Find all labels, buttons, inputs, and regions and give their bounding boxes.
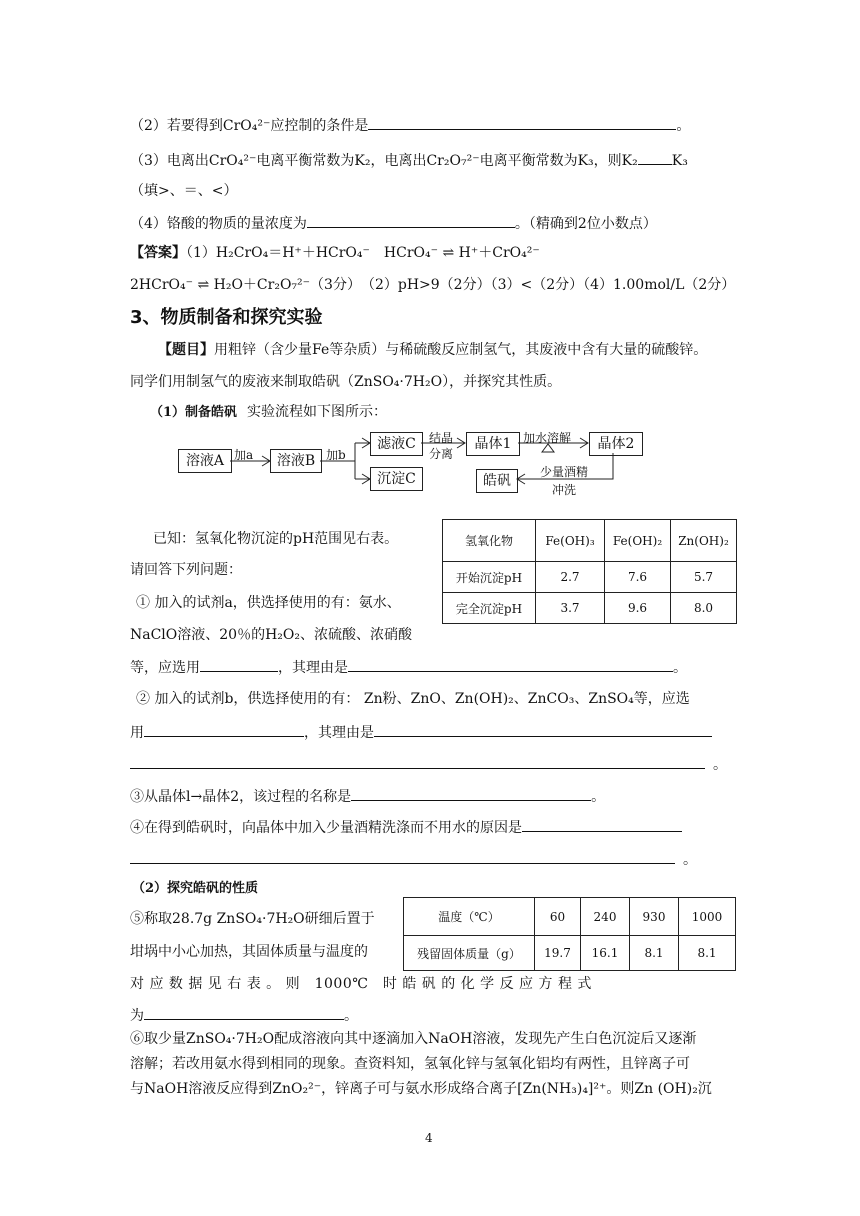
table-header-cell: 1000	[679, 898, 736, 936]
question-3-k3: K₃	[671, 153, 688, 169]
answer-blank[interactable]	[130, 754, 705, 769]
answer-text-1: （1）H₂CrO₄＝H⁺＋HCrO₄⁻ HCrO₄⁻ ⇌ H⁺＋CrO₄²⁻	[186, 245, 540, 261]
flow-box-solution-b: 溶液B	[270, 449, 322, 473]
topic-label: 【题目】	[158, 342, 214, 358]
subquestion-5-line-2: 坩埚中小心加热，其固体质量与温度的	[130, 944, 368, 960]
table-row	[443, 593, 737, 624]
table-cell: 残留固体质量（g）	[404, 936, 535, 971]
question-4-text: （4）铬酸的物质的量浓度为	[130, 216, 307, 232]
answer-prompt: 请回答下列问题：	[130, 562, 242, 578]
topic-text-1: 用粗锌（含少量Fe等杂质）与稀硫酸反应制氢气，其废液中含有大量的硫酸锌。	[214, 342, 708, 358]
table-cell: 3.7	[536, 593, 605, 624]
part-1-title: （1）制备皓矾	[150, 405, 238, 420]
answer-blank[interactable]	[144, 722, 304, 737]
answer-blank[interactable]	[200, 657, 278, 672]
table-cell: 8.0	[671, 593, 737, 624]
subquestion-1-line-3	[130, 657, 687, 677]
flow-label-add-b: 加b	[326, 448, 346, 462]
table-cell: 7.6	[605, 562, 671, 593]
flow-box-precipitate-c: 沉淀C	[370, 467, 423, 491]
table-row	[443, 562, 737, 593]
answer-blank[interactable]	[130, 849, 675, 864]
period: 。	[591, 789, 606, 805]
period: 。	[713, 757, 727, 773]
flow-box-product: 皓矾	[476, 469, 518, 493]
answer-blank[interactable]	[351, 786, 591, 801]
table-cell: 5.7	[671, 562, 737, 593]
flow-label-add-a: 加a	[234, 448, 254, 462]
subquestion-6-line-2: 溶解；若改用氨水得到相同的现象。查资料知，氢氧化锌与氢氧化铝均有两性，且锌离子可	[130, 1056, 690, 1072]
page-number: 4	[425, 1131, 433, 1145]
table-cell: 8.1	[679, 936, 736, 971]
answer-blank[interactable]	[522, 817, 682, 832]
question-3-text: （3）电离出CrO₄²⁻电离平衡常数为K₂，电离出Cr₂O₇²⁻电离平衡常数为K₃，则K₂	[130, 153, 638, 169]
subquestion-1-choose: 等，应选用	[130, 660, 200, 676]
part-2-title: （2）探究皓矾的性质	[132, 881, 259, 896]
subquestion-1-reason: ，其理由是	[278, 660, 348, 676]
table-cell: 16.1	[581, 936, 630, 971]
period: 。	[673, 660, 687, 676]
table-row	[404, 936, 736, 971]
answer-line-2: 2HCrO₄⁻ ⇌ H₂O＋Cr₂O₇²⁻（3分） （2）pH>9（2分）（3）<（2分）（4）1.00mol/L（2分）	[130, 277, 736, 293]
subquestion-5-line-3: 对 应 数 据 见 右 表 。 则 1000℃ 时 皓 矾 的 化 学 反 应 方 程 式	[130, 976, 592, 992]
table-cell: 19.7	[535, 936, 581, 971]
table-header-cell: Zn(OH)₂	[671, 520, 737, 562]
answer-blank[interactable]	[348, 657, 673, 672]
question-2-text: （2）若要得到CrO₄²⁻应控制的条件是	[130, 118, 369, 134]
table-header-cell: 240	[581, 898, 630, 936]
period: 。	[683, 852, 697, 868]
table-cell: 开始沉淀pH	[443, 562, 536, 593]
question-3-hint: （填>、＝、<）	[130, 183, 238, 199]
subquestion-6-line-3: 与NaOH溶液反应得到ZnO₂²⁻，锌离子可与氨水形成络合离子[Zn(NH₃)₄]²⁺。则Zn (OH)₂沉	[130, 1081, 712, 1097]
subquestion-5-line-4	[130, 1005, 358, 1025]
period: 。	[344, 1008, 358, 1024]
flow-label-separate: 分离	[429, 447, 454, 461]
subquestion-4-line-2	[130, 849, 697, 869]
answer-blank[interactable]	[374, 722, 712, 737]
ph-range-table	[442, 519, 737, 624]
subquestion-2-line-3	[130, 754, 727, 774]
table-header-cell: Fe(OH)₃	[536, 520, 605, 562]
flow-label-crystallize: 结晶	[429, 431, 454, 445]
table-row	[404, 898, 736, 936]
subquestion-1-line-1: ① 加入的试剂a，供选择使用的有：氨水、	[136, 595, 401, 611]
flow-label-rinse: 冲洗	[552, 483, 577, 497]
flow-box-crystal-2: 晶体2	[589, 432, 643, 456]
subquestion-2-line-2	[130, 722, 712, 742]
table-header-cell: 温度（℃）	[404, 898, 535, 936]
table-cell: 完全沉淀pH	[443, 593, 536, 624]
subquestion-4-text: ④在得到皓矾时，向晶体中加入少量酒精洗涤而不用水的原因是	[130, 820, 522, 836]
flow-box-solution-a: 溶液A	[178, 449, 232, 473]
section-title: 3、物质制备和探究实验	[130, 307, 323, 328]
table-cell: 9.6	[605, 593, 671, 624]
subquestion-5-line-1: ⑤称取28.7g ZnSO₄·7H₂O研细后置于	[130, 911, 375, 927]
part-1-desc: 实验流程如下图所示：	[247, 404, 388, 420]
topic-line-2: 同学们用制氢气的废液来制取皓矾（ZnSO₄·7H₂O），并探究其性质。	[130, 374, 562, 390]
subquestion-5-for: 为	[130, 1008, 144, 1024]
flow-box-filtrate-c: 滤液C	[370, 432, 423, 456]
table-row	[443, 520, 737, 562]
subquestion-3-text: ③从晶体l→晶体2，该过程的名称是	[130, 789, 352, 805]
subquestion-2-line-1: ② 加入的试剂b，供选择使用的有： Zn粉、ZnO、Zn(OH)₂、ZnCO₃、ZnSO₄等，应选	[136, 691, 690, 707]
table-header-cell: Fe(OH)₂	[605, 520, 671, 562]
table-cell: 8.1	[630, 936, 679, 971]
temperature-mass-table	[403, 897, 736, 971]
flow-label-alcohol: 少量酒精	[540, 465, 589, 479]
table-cell: 2.7	[536, 562, 605, 593]
flow-box-crystal-1: 晶体1	[466, 432, 520, 456]
subquestion-1-line-2: NaClO溶液、20％的H₂O₂、浓硫酸、浓硝酸	[130, 627, 412, 643]
table-header-cell: 930	[630, 898, 679, 936]
subquestion-4-line-1	[130, 817, 682, 837]
subquestion-2-use: 用	[130, 725, 144, 741]
known-text: 已知：氢氧化物沉淀的pH范围见右表。	[153, 531, 399, 547]
answer-blank[interactable]	[144, 1005, 344, 1020]
subquestion-3	[130, 786, 605, 806]
answer-label: 【答案】	[130, 245, 186, 261]
subquestion-6-line-1: ⑥取少量ZnSO₄·7H₂O配成溶液向其中逐滴加入NaOH溶液，发现先产生白色沉淀后又逐渐	[130, 1031, 697, 1047]
table-header-cell: 氢氧化物	[443, 520, 536, 562]
question-4-tail: 。（精确到2位小数点）	[514, 216, 657, 232]
question-2: （2）若要得到CrO₄²⁻应控制的条件是 。	[130, 115, 690, 135]
subquestion-2-reason: ，其理由是	[304, 725, 374, 741]
flow-label-dissolve: 加水溶解	[523, 431, 572, 445]
table-header-cell: 60	[535, 898, 581, 936]
